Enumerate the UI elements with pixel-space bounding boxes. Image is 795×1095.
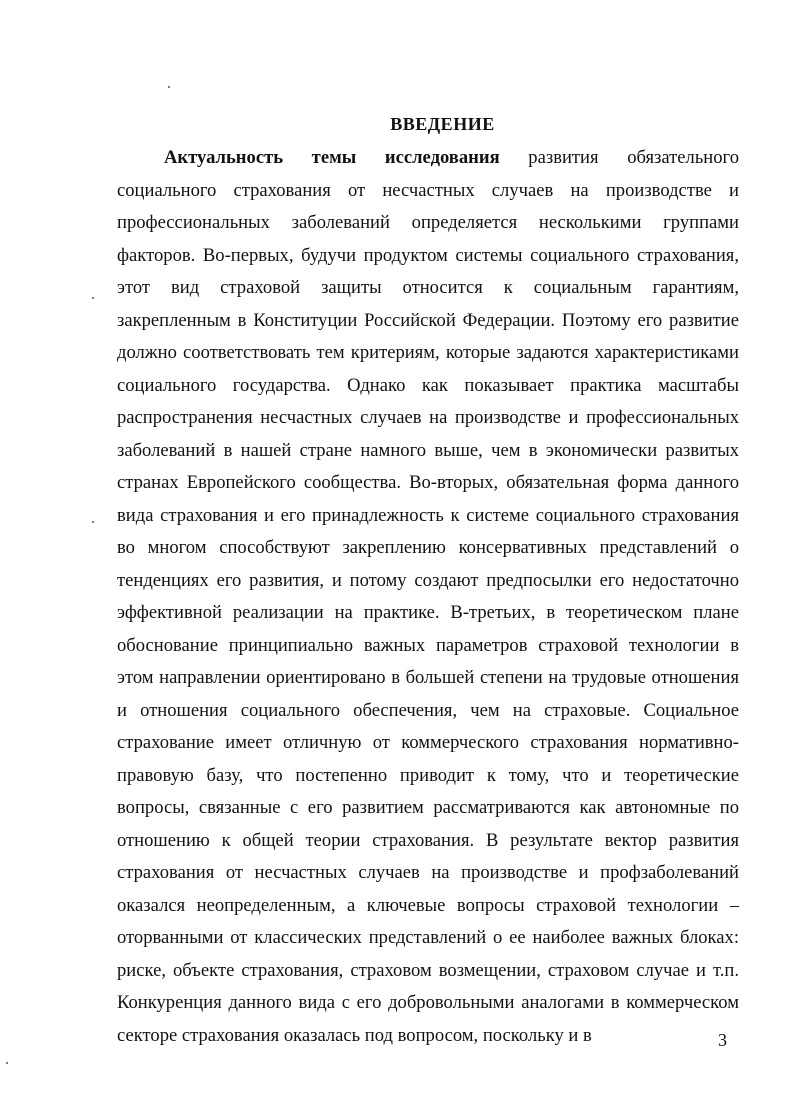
body-paragraph	[117, 142, 739, 1052]
paragraph-text: развития обязательного социального страхования от несчастных случаев на производстве и профессиональных заболеваний определяется несколькими группами факторов. Во-первых, будучи продуктом системы социального страхования, этот вид страховой защиты относится к социальным гарантиям, закрепленным в Конституции Российской Федерации. Поэтому его развитие должно соответствовать тем критериям, которые задаются характеристиками социального государства. Однако как показывает практика масштабы распространения несчастных случаев на производстве и профессиональных заболеваний в нашей стране намного выше, чем в экономически развитых странах Европейского сообщества. Во-вторых, обязательная форма данного вида страхования и его принадлежность к системе социального страхования во многом способствуют закреплению консервативных представлений о тенденциях его развития, и потому создают предпосылки его недостаточно эффективной реализации на практике. В-третьих, в теоретическом плане обоснование принципиально важных параметров страховой технологии в этом направлении ориентировано в большей степени на трудовые отношения и отношения социального обеспечения, чем на страховые. Социальное страхование имеет отличную от коммерческого страхования нормативно-правовую базу, что постепенно приводит к тому, что и теоретические вопросы, связанные с его развитием рассматриваются как автономные по отношению к общей теории страхования. В результате вектор развития страхования от несчастных случаев на производстве и профзаболеваний оказался неопределенным, а ключевые вопросы страховой технологии – оторванными от классических представлений о ее наиболее важных блоках: риске, объекте страхования, страховом возмещении, страховом случае и т.п. Конкуренция данного вида с его добровольными аналогами в коммерческом секторе страхования оказалась под вопросом, поскольку и в	[117, 147, 740, 1046]
page-number: 3	[718, 1030, 727, 1050]
section-heading: ВВЕДЕНИЕ	[390, 114, 495, 134]
scan-speck	[6, 1062, 8, 1064]
scan-speck	[168, 86, 170, 88]
scan-speck	[92, 521, 94, 523]
scan-speck	[92, 297, 94, 299]
lead-phrase: Актуальность темы исследования	[164, 147, 500, 168]
